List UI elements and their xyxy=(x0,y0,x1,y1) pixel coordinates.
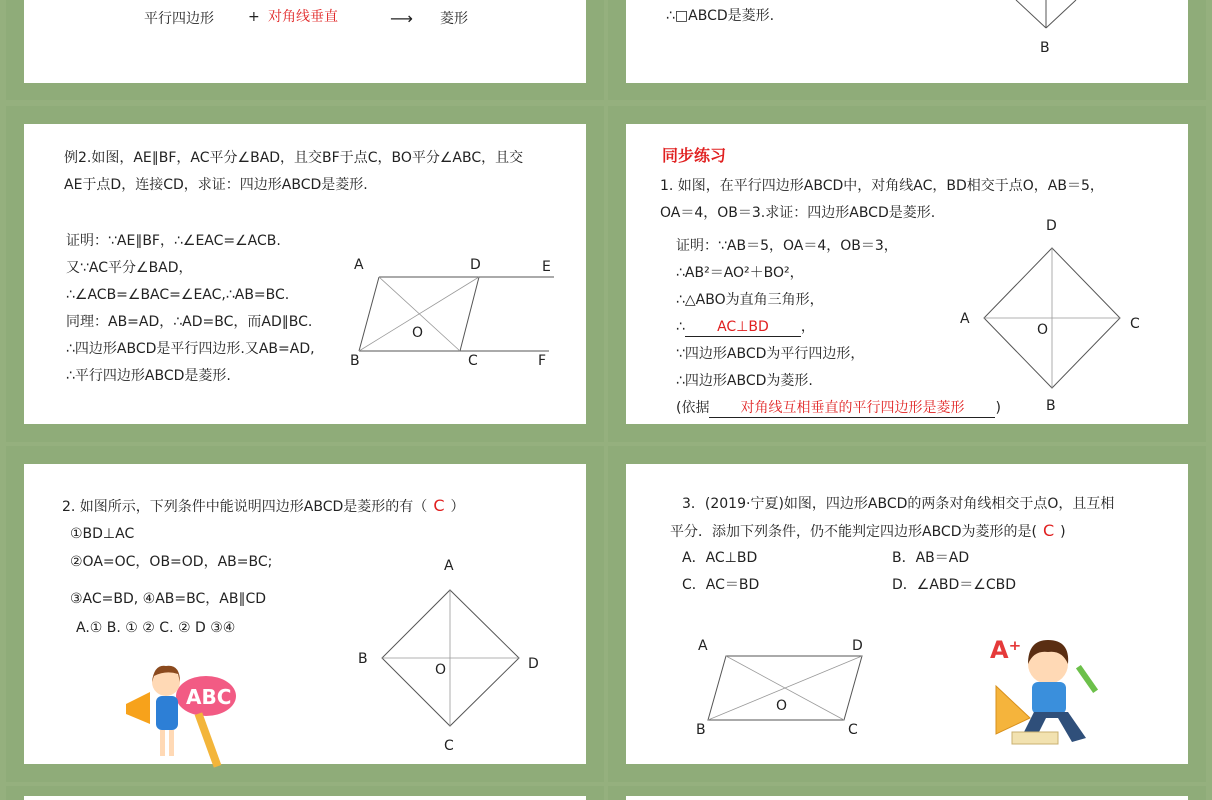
example-question-line-1: 例2.如图，AE∥BF，AC平分∠BAD，且交BF于点C，BO平分∠ABC，且交 xyxy=(64,150,524,166)
label-c: C xyxy=(468,353,478,369)
label-a: A xyxy=(960,311,970,327)
option-a: A．AC⊥BD xyxy=(682,550,758,566)
option-c: C．AC＝BD xyxy=(682,577,760,593)
option-b: B．AB＝AD xyxy=(892,550,970,566)
rhombus-edge-left xyxy=(1016,0,1046,28)
label-d: D xyxy=(470,257,481,273)
label-c: C xyxy=(848,722,858,738)
proof-line-4: 同理：AB=AD，∴AD=BC，而AD∥BC. xyxy=(66,314,313,330)
label-b: B xyxy=(696,722,706,738)
question-2-text: 2. 如图所示，下列条件中能说明四边形ABCD是菱形的有（ xyxy=(62,499,428,515)
label-o: O xyxy=(412,325,424,341)
proof-line-4-suffix: ， xyxy=(800,319,815,335)
slide-card-2 xyxy=(626,0,1188,83)
proof-line-2: 又∵AC平分∠BAD， xyxy=(66,260,193,276)
parallelogram-diagram xyxy=(24,124,586,424)
open-book xyxy=(1012,732,1058,744)
label-a: A xyxy=(698,638,708,654)
grade-a-plus-graphic: A⁺ xyxy=(990,636,1022,664)
practice-question-line-1: 1. 如图，在平行四边形ABCD中，对角线AC，BD相交于点O，AB＝5， xyxy=(660,178,1104,194)
flow-diagonals-perpendicular: 对角线垂直 xyxy=(268,9,338,25)
condition-1: ①BD⊥AC xyxy=(70,526,135,542)
abc-letters-graphic: ABC xyxy=(186,685,232,709)
condition-3-4: ③AC=BD, ④AB=BC，AB∥CD xyxy=(70,591,267,607)
proof-line-6: ∴平行四边形ABCD是菱形. xyxy=(66,368,231,384)
rhombus-partial-diagram xyxy=(626,0,1188,83)
slide-card-1 xyxy=(24,0,586,83)
answer-options: A.① B. ① ② C. ② D ③④ xyxy=(76,620,236,636)
label-d: D xyxy=(1046,218,1057,234)
question-2-answer: C xyxy=(433,496,445,515)
proof-line-5: ∴四边形ABCD是平行四边形.又AB=AD, xyxy=(66,341,315,357)
side-dc xyxy=(460,277,479,351)
question-3-line-1: 3．(2019·宁夏)如图，四边形ABCD的两条对角线相交于点O，且互相 xyxy=(682,496,1115,512)
rhombus-diagram xyxy=(626,124,1188,424)
answer-blank-1: AC⊥BD xyxy=(685,318,801,337)
question-2-close: ） xyxy=(450,499,465,515)
practice-question-line-2: OA＝4，OB＝3.求证：四边形ABCD是菱形. xyxy=(660,205,936,221)
pencil xyxy=(1076,665,1098,693)
label-b: B xyxy=(1046,398,1056,414)
option-d: D．∠ABD＝∠CBD xyxy=(892,577,1017,593)
flow-rhombus: 菱形 xyxy=(440,11,468,27)
proof-line-1: 证明：∵AE∥BF，∴∠EAC=∠ACB. xyxy=(66,233,281,249)
question-3-text: 平分．添加下列条件，仍不能判定四边形ABCD为菱形的是( xyxy=(670,524,1037,540)
condition-2: ②OA=OC，OB=OD，AB=BC; xyxy=(70,554,273,570)
side-ab xyxy=(359,277,379,351)
label-o: O xyxy=(1037,322,1049,338)
question-3-answer: C xyxy=(1042,521,1055,540)
label-c: C xyxy=(1130,316,1140,332)
label-a: A xyxy=(444,558,454,574)
label-a: A xyxy=(354,257,364,273)
slide-card-3 xyxy=(24,124,586,424)
proof-line-1: 证明：∵AB＝5，OA＝4，OB＝3， xyxy=(676,238,898,254)
flow-plus: + xyxy=(248,9,260,25)
label-o: O xyxy=(776,698,788,714)
label-f: F xyxy=(538,353,547,369)
proof-line-3: ∴∠ACB=∠BAC=∠EAC,∴AB=BC. xyxy=(66,287,290,303)
label-d: D xyxy=(528,656,539,672)
proof-line-2: ∴AB²＝AO²＋BO²， xyxy=(676,265,804,281)
proof-line-4-prefix: ∴ xyxy=(676,319,685,335)
slide-card-6 xyxy=(626,464,1188,764)
flow-arrow: ⟶ xyxy=(390,9,413,28)
answer-blank-2: 对角线互相垂直的平行四边形是菱形 xyxy=(709,399,995,418)
label-o: O xyxy=(435,662,447,678)
label-b: B xyxy=(350,353,360,369)
label-b: B xyxy=(1040,40,1050,56)
rhombus-edge-right xyxy=(1046,0,1076,28)
example-question-line-2: AE于点D，连接CD，求证：四边形ABCD是菱形. xyxy=(64,177,368,193)
slide-card-8 xyxy=(626,796,1188,800)
slide-card-5 xyxy=(24,464,586,764)
triangle-ruler xyxy=(996,686,1030,734)
proof-line-5: ∵四边形ABCD为平行四边形， xyxy=(676,346,865,362)
question-3-close: ) xyxy=(1060,524,1066,540)
boy-body xyxy=(1032,682,1066,714)
cartoon-boy-illustration xyxy=(984,624,1114,754)
flow-parallelogram: 平行四边形 xyxy=(144,11,214,27)
section-title: 同步练习 xyxy=(662,146,727,165)
slide-card-4 xyxy=(626,124,1188,424)
rhombus-diagram xyxy=(24,464,586,764)
proof-line-6: ∴四边形ABCD为菱形. xyxy=(676,373,813,389)
conclusion-text: ∴□ABCD是菱形. xyxy=(666,8,775,24)
label-e: E xyxy=(542,259,551,275)
proof-line-3: ∴△ABO为直角三角形， xyxy=(676,292,824,308)
proof-line-7-prefix: (依据 xyxy=(676,400,710,416)
label-b: B xyxy=(358,651,368,667)
proof-line-7-suffix: ) xyxy=(995,400,1001,416)
label-d: D xyxy=(852,638,863,654)
label-c: C xyxy=(444,738,454,754)
slide-card-7 xyxy=(24,796,586,800)
